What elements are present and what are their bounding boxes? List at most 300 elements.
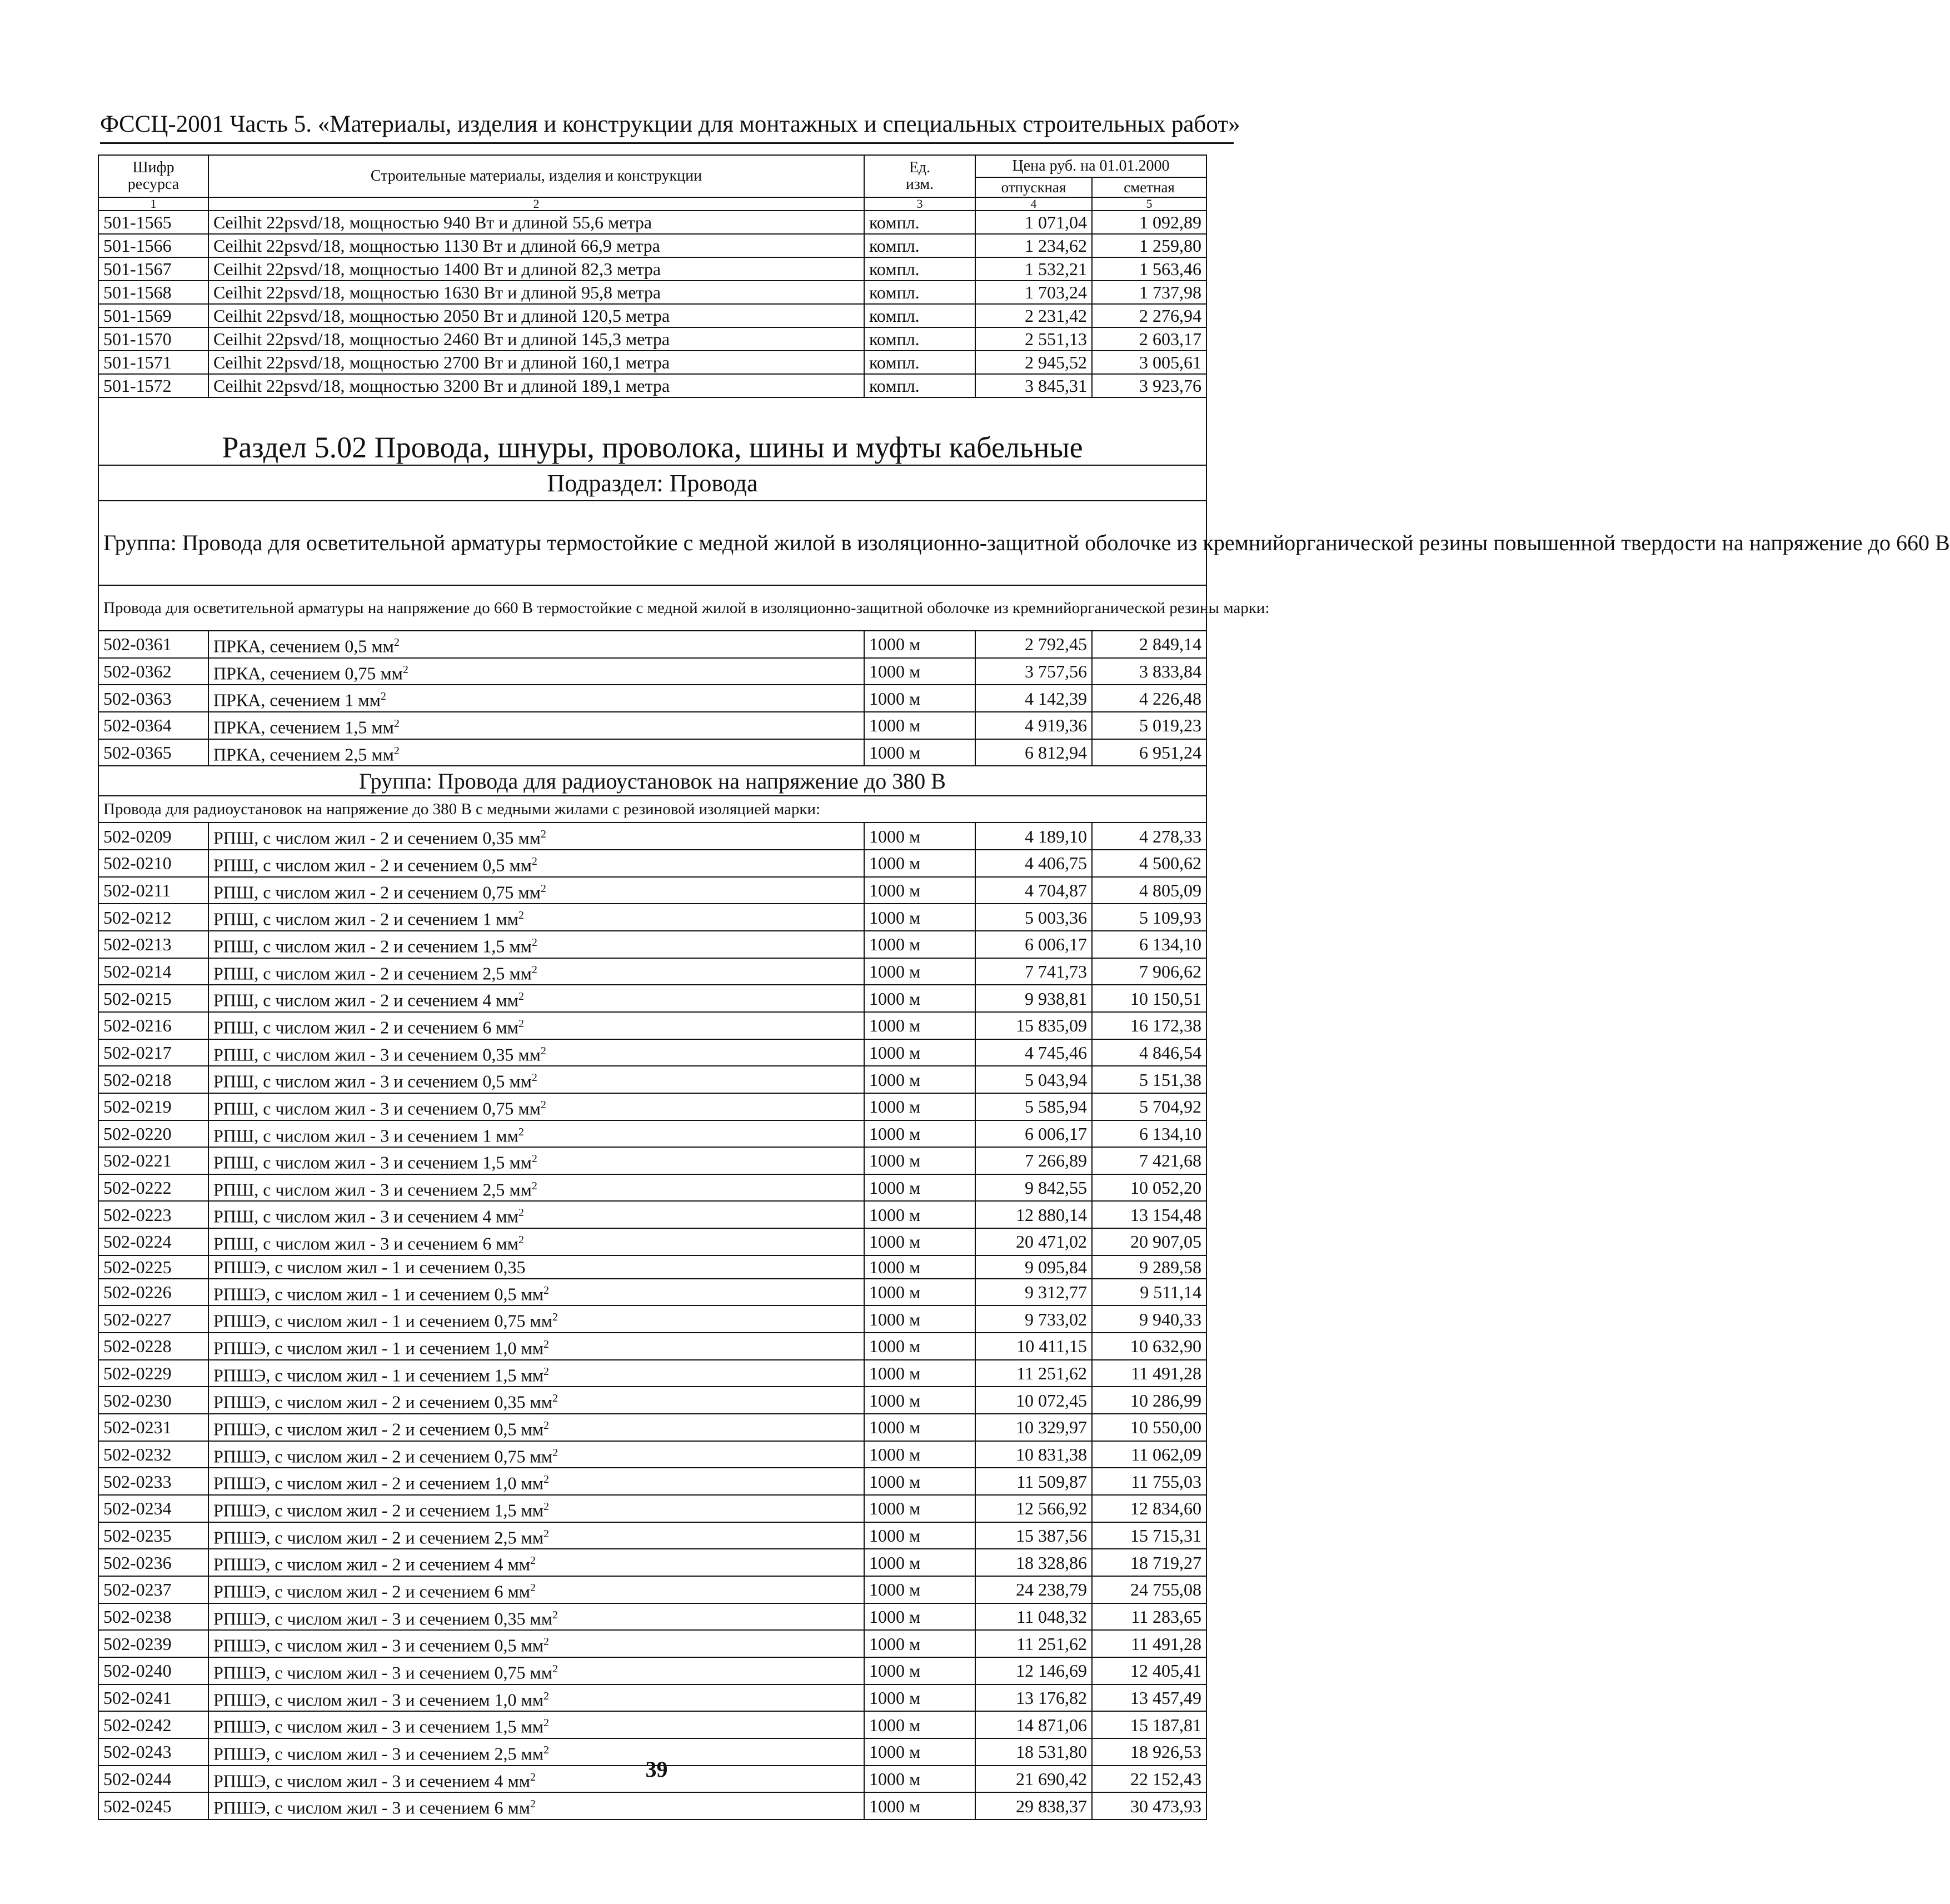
superscript: 2 <box>531 855 537 868</box>
header-estimate-price: сметная <box>1092 177 1206 197</box>
release-price-text: 14 871,06 <box>1016 1714 1087 1735</box>
resource-code-text: 502-0230 <box>103 1390 172 1410</box>
superscript: 2 <box>393 636 400 649</box>
release-price-text: 21 690,42 <box>1016 1768 1087 1789</box>
estimate-price-text: 9 289,58 <box>1139 1257 1202 1277</box>
table-row <box>98 1414 1206 1441</box>
material-name <box>208 1441 864 1468</box>
superscript: 2 <box>552 1662 558 1675</box>
subsection-title: Подраздел: Провода <box>98 465 1206 501</box>
superscript: 2 <box>543 1365 550 1378</box>
unit-of-measure <box>864 1603 975 1631</box>
estimate-price-text: 4 500,62 <box>1139 853 1202 874</box>
resource-code-text: 502-0362 <box>103 661 172 681</box>
estimate-price <box>1092 1228 1206 1255</box>
resource-code <box>98 877 208 904</box>
material-name-text: РПШЭ, с числом жил - 2 и сечением 0,5 мм <box>213 1419 544 1439</box>
release-price-text: 18 328,86 <box>1016 1552 1087 1573</box>
material-name-text: РПШЭ, с числом жил - 1 и сечением 0,75 мм <box>213 1311 553 1332</box>
estimate-price-text: 4 805,09 <box>1139 880 1202 900</box>
estimate-price <box>1092 658 1206 685</box>
unit-of-measure <box>864 1684 975 1712</box>
release-price-text: 10 411,15 <box>1016 1336 1087 1357</box>
table-row <box>98 631 1206 658</box>
unit-of-measure <box>864 1495 975 1522</box>
resource-code-text: 502-0228 <box>103 1336 172 1357</box>
release-price <box>975 985 1092 1012</box>
release-price <box>975 1468 1092 1495</box>
material-name <box>208 1630 864 1657</box>
table-row <box>98 1657 1206 1684</box>
superscript: 2 <box>540 1098 546 1111</box>
estimate-price <box>1092 1576 1206 1603</box>
unit-of-measure-text: 1000 м <box>869 1471 921 1492</box>
material-name-text: РПШ, с числом жил - 2 и сечением 2,5 мм <box>213 963 532 984</box>
release-price-text: 4 406,75 <box>1025 853 1087 874</box>
material-name-text: РПШ, с числом жил - 2 и сечением 0,75 мм <box>213 882 541 903</box>
resource-code <box>98 234 208 257</box>
release-price <box>975 351 1092 374</box>
release-price <box>975 1549 1092 1576</box>
estimate-price-text: 6 951,24 <box>1139 742 1202 762</box>
material-name <box>208 1228 864 1255</box>
unit-of-measure-text: 1000 м <box>869 934 921 955</box>
release-price <box>975 1684 1092 1712</box>
material-name-text: ПРКА, сечением 2,5 мм <box>213 744 394 765</box>
estimate-price <box>1092 374 1206 397</box>
material-name <box>208 1279 864 1306</box>
superscript: 2 <box>518 909 524 922</box>
release-price <box>975 850 1092 877</box>
table-row <box>98 1360 1206 1387</box>
estimate-price-text: 3 833,84 <box>1139 661 1202 681</box>
resource-code-text: 502-0220 <box>103 1123 172 1144</box>
table-row <box>98 1066 1206 1093</box>
release-price <box>975 1414 1092 1441</box>
release-price <box>975 877 1092 904</box>
resource-code <box>98 281 208 304</box>
material-name-text: РПШЭ, с числом жил - 3 и сечением 0,75 мм <box>213 1662 553 1683</box>
superscript: 2 <box>540 828 546 841</box>
resource-code <box>98 1333 208 1360</box>
unit-of-measure <box>864 1147 975 1174</box>
superscript: 2 <box>531 936 537 949</box>
estimate-price <box>1092 1468 1206 1495</box>
material-name-text: ПРКА, сечением 0,5 мм <box>213 636 394 656</box>
resource-code-text: 502-0237 <box>103 1579 172 1600</box>
release-price-text: 4 189,10 <box>1025 826 1087 846</box>
table-row <box>98 1305 1206 1333</box>
unit-of-measure-text: 1000 м <box>869 907 921 928</box>
estimate-price <box>1092 1279 1206 1306</box>
release-price-text: 29 838,37 <box>1016 1796 1087 1816</box>
unit-of-measure-text: 1000 м <box>869 1498 921 1519</box>
material-name-text: РПШЭ, с числом жил - 2 и сечением 1,5 мм <box>213 1500 544 1521</box>
unit-of-measure-text: компл. <box>869 352 920 372</box>
unit-of-measure-text: 1000 м <box>869 1444 921 1465</box>
unit-of-measure-text: 1000 м <box>869 1123 921 1144</box>
unit-of-measure-text: 1000 м <box>869 1687 921 1708</box>
unit-of-measure <box>864 1414 975 1441</box>
release-price-text: 11 251,62 <box>1016 1633 1087 1654</box>
release-price-text: 11 048,32 <box>1016 1606 1087 1627</box>
release-price <box>975 1120 1092 1148</box>
estimate-price-text: 2 849,14 <box>1139 634 1202 655</box>
page-number: 39 <box>645 1757 668 1782</box>
unit-of-measure <box>864 1630 975 1657</box>
release-price <box>975 281 1092 304</box>
resource-code <box>98 1279 208 1306</box>
unit-of-measure-text: 1000 м <box>869 1178 921 1198</box>
unit-of-measure-text: 1000 м <box>869 1417 921 1438</box>
resource-code <box>98 931 208 958</box>
table-row <box>98 1255 1206 1279</box>
material-name-text: РПШЭ, с числом жил - 3 и сечением 6 мм <box>213 1797 531 1818</box>
estimate-price <box>1092 1414 1206 1441</box>
unit-of-measure <box>864 1792 975 1820</box>
resource-code-text: 502-0245 <box>103 1796 172 1816</box>
table-row <box>98 257 1206 281</box>
price-table <box>98 154 1950 1820</box>
unit-of-measure <box>864 1387 975 1414</box>
unit-of-measure-text: 1000 м <box>869 1633 921 1654</box>
release-price <box>975 1387 1092 1414</box>
superscript: 2 <box>543 1636 550 1648</box>
superscript: 2 <box>530 1771 536 1783</box>
resource-code <box>98 1603 208 1631</box>
release-price <box>975 958 1092 985</box>
table-row <box>98 1711 1206 1738</box>
release-price-text: 5 003,36 <box>1025 907 1087 928</box>
material-name-text: ПРКА, сечением 1,5 мм <box>213 717 394 737</box>
release-price-text: 2 231,42 <box>1025 306 1087 326</box>
material-name-text: РПШЭ, с числом жил - 1 и сечением 0,5 мм <box>213 1284 544 1304</box>
unit-of-measure-text: 1000 м <box>869 1526 921 1546</box>
material-name <box>208 1792 864 1820</box>
release-price-text: 1 071,04 <box>1025 212 1087 232</box>
superscript: 2 <box>530 1554 536 1567</box>
release-price <box>975 658 1092 685</box>
resource-code-text: 501-1567 <box>103 259 172 279</box>
resource-code-text: 501-1571 <box>103 352 172 372</box>
unit-of-measure-text: компл. <box>869 212 920 232</box>
estimate-price-text: 20 907,05 <box>1130 1232 1202 1252</box>
release-price-text: 20 471,02 <box>1016 1232 1087 1252</box>
table-row <box>98 1603 1206 1631</box>
unit-of-measure <box>864 1333 975 1360</box>
release-price-text: 9 095,84 <box>1025 1257 1087 1277</box>
release-price <box>975 211 1092 234</box>
release-price-text: 7 741,73 <box>1025 961 1087 981</box>
resource-code <box>98 1228 208 1255</box>
unit-of-measure-text: 1000 м <box>869 1257 921 1277</box>
resource-code-text: 501-1569 <box>103 306 172 326</box>
table-row <box>98 958 1206 985</box>
resource-code <box>98 1093 208 1120</box>
release-price-text: 9 938,81 <box>1025 988 1087 1009</box>
resource-code-text: 502-0240 <box>103 1661 172 1681</box>
resource-code <box>98 351 208 374</box>
release-price <box>975 1201 1092 1228</box>
superscript: 2 <box>543 1743 550 1756</box>
material-name-text: РПШ, с числом жил - 3 и сечением 0,35 мм <box>213 1044 541 1065</box>
material-name <box>208 1174 864 1202</box>
estimate-price <box>1092 931 1206 958</box>
estimate-price-text: 2 603,17 <box>1139 329 1202 349</box>
release-price <box>975 631 1092 658</box>
superscript: 2 <box>531 1179 537 1192</box>
unit-of-measure <box>864 234 975 257</box>
resource-code-text: 501-1566 <box>103 236 172 256</box>
table-row <box>98 823 1206 850</box>
resource-code-text: 502-0211 <box>103 880 171 900</box>
release-price-text: 3 845,31 <box>1025 376 1087 396</box>
estimate-price-text: 10 632,90 <box>1130 1336 1202 1357</box>
unit-of-measure <box>864 1066 975 1093</box>
resource-code-text: 501-1568 <box>103 282 172 302</box>
release-price-text: 5 585,94 <box>1025 1096 1087 1117</box>
estimate-price-text: 18 926,53 <box>1130 1742 1202 1762</box>
release-price-text: 5 043,94 <box>1025 1069 1087 1090</box>
material-name-text: Ceilhit 22psvd/18, мощностью 1400 Вт и длиной 82,3 метра <box>213 259 661 279</box>
header-name: Строительные материалы, изделия и конструкции <box>208 155 864 197</box>
resource-code-text: 502-0238 <box>103 1606 172 1627</box>
estimate-price-text: 12 834,60 <box>1130 1498 1202 1519</box>
estimate-price-text: 11 491,28 <box>1131 1633 1202 1654</box>
material-name-text: РПШЭ, с числом жил - 3 и сечением 0,5 мм <box>213 1635 544 1656</box>
resource-code <box>98 257 208 281</box>
estimate-price-text: 1 737,98 <box>1139 282 1202 302</box>
release-price <box>975 234 1092 257</box>
material-name-text: РПШ, с числом жил - 2 и сечением 6 мм <box>213 1017 518 1038</box>
unit-of-measure <box>864 1360 975 1387</box>
unit-of-measure <box>864 1201 975 1228</box>
material-name-text: РПШ, с числом жил - 3 и сечением 0,5 мм <box>213 1071 532 1091</box>
superscript: 2 <box>393 744 400 757</box>
estimate-price <box>1092 1012 1206 1039</box>
material-name <box>208 1093 864 1120</box>
release-price-text: 4 919,36 <box>1025 715 1087 736</box>
resource-code <box>98 1201 208 1228</box>
release-price <box>975 1147 1092 1174</box>
resource-code-text: 502-0215 <box>103 988 172 1009</box>
unit-of-measure-text: компл. <box>869 329 920 349</box>
estimate-price <box>1092 1066 1206 1093</box>
material-name <box>208 1201 864 1228</box>
superscript: 2 <box>552 1392 558 1405</box>
resource-code <box>98 1120 208 1148</box>
release-price <box>975 1279 1092 1306</box>
material-name <box>208 1387 864 1414</box>
resource-code-text: 502-0213 <box>103 934 172 955</box>
unit-of-measure <box>864 1468 975 1495</box>
resource-code-text: 502-0216 <box>103 1015 172 1036</box>
material-name-text: ПРКА, сечением 0,75 мм <box>213 663 403 684</box>
table-row <box>98 685 1206 712</box>
table-row <box>98 1147 1206 1174</box>
material-name <box>208 1603 864 1631</box>
resource-code <box>98 739 208 766</box>
header-price: Цена руб. на 01.01.2000 <box>975 155 1206 177</box>
material-name-text: РПШ, с числом жил - 3 и сечением 1,5 мм <box>213 1152 532 1173</box>
unit-of-measure <box>864 257 975 281</box>
rows-group-1 <box>98 631 1206 766</box>
material-name-text: Ceilhit 22psvd/18, мощностью 3200 Вт и длиной 189,1 метра <box>213 376 670 396</box>
table-row <box>98 1039 1206 1066</box>
resource-code <box>98 1066 208 1093</box>
release-price <box>975 1333 1092 1360</box>
material-name <box>208 931 864 958</box>
material-name <box>208 1495 864 1522</box>
superscript: 2 <box>518 1234 524 1247</box>
table-row <box>98 1630 1206 1657</box>
estimate-price <box>1092 1360 1206 1387</box>
unit-of-measure-text: компл. <box>869 282 920 302</box>
material-name <box>208 823 864 850</box>
material-name <box>208 281 864 304</box>
resource-code-text: 502-0214 <box>103 961 172 981</box>
material-name-text: РПШЭ, с числом жил - 2 и сечением 0,75 мм <box>213 1446 553 1467</box>
table-row <box>98 1120 1206 1148</box>
unit-of-measure-text: 1000 м <box>869 880 921 900</box>
release-price <box>975 1305 1092 1333</box>
estimate-price-text: 16 172,38 <box>1130 1015 1202 1036</box>
estimate-price-text: 1 259,80 <box>1139 236 1202 256</box>
release-price-text: 6 812,94 <box>1025 742 1087 762</box>
superscript: 2 <box>552 1311 558 1324</box>
unit-of-measure-text: 1000 м <box>869 1363 921 1384</box>
resource-code-text: 502-0361 <box>103 634 172 655</box>
material-name-text: РПШЭ, с числом жил - 2 и сечением 0,35 мм <box>213 1392 553 1413</box>
table-row <box>98 1333 1206 1360</box>
group-description: Провода для радиоустановок на напряжение до 380 В с медными жилами с резиновой изоляцией марки: <box>98 796 1206 823</box>
unit-of-measure-text: 1000 м <box>869 661 921 681</box>
material-name <box>208 374 864 397</box>
unit-of-measure <box>864 1279 975 1306</box>
table-row <box>98 985 1206 1012</box>
superscript: 2 <box>543 1501 550 1513</box>
table-row <box>98 1468 1206 1495</box>
estimate-price-text: 15 715,31 <box>1130 1526 1202 1546</box>
unit-of-measure <box>864 1120 975 1148</box>
unit-of-measure-text: 1000 м <box>869 1579 921 1600</box>
resource-code <box>98 1387 208 1414</box>
unit-of-measure <box>864 739 975 766</box>
unit-of-measure <box>864 1522 975 1549</box>
estimate-price-text: 5 704,92 <box>1139 1096 1202 1117</box>
table-row <box>98 1792 1206 1820</box>
superscript: 2 <box>543 1338 550 1351</box>
table-row <box>98 712 1206 739</box>
superscript: 2 <box>543 1689 550 1702</box>
unit-of-measure-text: 1000 м <box>869 853 921 874</box>
resource-code-text: 502-0241 <box>103 1687 172 1708</box>
superscript: 2 <box>543 1419 550 1432</box>
material-name-text: РПШЭ, с числом жил - 1 и сечением 1,0 мм <box>213 1338 544 1358</box>
table-row <box>98 1549 1206 1576</box>
material-name <box>208 257 864 281</box>
column-numbers-row <box>98 197 1206 211</box>
unit-of-measure <box>864 985 975 1012</box>
group-title: Группа: Провода для осветительной арматуры термостойкие с медной жилой в изоляционно-защитной оболочке из кремнийорганической резины повышенной твердости на напряжение до 660 В <box>98 501 1206 585</box>
resource-code-text: 502-0225 <box>103 1257 172 1277</box>
superscript: 2 <box>552 1446 558 1459</box>
estimate-price-text: 6 134,10 <box>1139 934 1202 955</box>
estimate-price <box>1092 1549 1206 1576</box>
estimate-price <box>1092 1387 1206 1414</box>
unit-of-measure-text: 1000 м <box>869 961 921 981</box>
estimate-price <box>1092 739 1206 766</box>
table-row <box>98 931 1206 958</box>
table-row <box>98 1012 1206 1039</box>
unit-of-measure-text: 1000 м <box>869 1015 921 1036</box>
estimate-price <box>1092 712 1206 739</box>
estimate-price-text: 4 846,54 <box>1139 1042 1202 1063</box>
material-name <box>208 877 864 904</box>
unit-of-measure <box>864 304 975 327</box>
resource-code-text: 502-0243 <box>103 1742 172 1762</box>
resource-code <box>98 1174 208 1202</box>
estimate-price-text: 7 421,68 <box>1139 1150 1202 1171</box>
table-row <box>98 877 1206 904</box>
unit-of-measure <box>864 1657 975 1684</box>
material-name-text: РПШЭ, с числом жил - 3 и сечением 1,5 мм <box>213 1716 544 1737</box>
resource-code-text: 502-0364 <box>103 715 172 736</box>
resource-code-text: 501-1570 <box>103 329 172 349</box>
material-name <box>208 234 864 257</box>
release-price-text: 10 072,45 <box>1016 1390 1087 1410</box>
resource-code-text: 502-0244 <box>103 1768 172 1789</box>
unit-of-measure <box>864 685 975 712</box>
release-price-text: 10 831,38 <box>1016 1444 1087 1465</box>
unit-of-measure-text: 1000 м <box>869 1204 921 1225</box>
unit-of-measure-text: 1000 м <box>869 1606 921 1627</box>
estimate-price-text: 13 457,49 <box>1130 1687 1202 1708</box>
table-row <box>98 211 1206 234</box>
material-name <box>208 712 864 739</box>
release-price <box>975 304 1092 327</box>
rows-group-2 <box>98 823 1206 1820</box>
table-row <box>98 904 1206 931</box>
estimate-price-text: 4 226,48 <box>1139 688 1202 709</box>
material-name-text: РПШ, с числом жил - 2 и сечением 1,5 мм <box>213 936 532 956</box>
resource-code <box>98 1495 208 1522</box>
release-price <box>975 1657 1092 1684</box>
table-row <box>98 850 1206 877</box>
material-name-text: РПШЭ, с числом жил - 1 и сечением 0,35 <box>213 1257 526 1277</box>
resource-code-text: 502-0221 <box>103 1150 172 1171</box>
estimate-price-text: 10 052,20 <box>1130 1178 1202 1198</box>
release-price <box>975 257 1092 281</box>
release-price <box>975 904 1092 931</box>
estimate-price <box>1092 1174 1206 1202</box>
superscript: 2 <box>531 1153 537 1165</box>
resource-code-text: 502-0232 <box>103 1444 172 1465</box>
unit-of-measure <box>864 931 975 958</box>
material-name-text: РПШ, с числом жил - 2 и сечением 0,35 мм <box>213 828 541 848</box>
unit-of-measure-text: 1000 м <box>869 1768 921 1789</box>
estimate-price <box>1092 234 1206 257</box>
unit-of-measure <box>864 712 975 739</box>
superscript: 2 <box>402 663 408 676</box>
material-name-text: РПШ, с числом жил - 3 и сечением 0,75 мм <box>213 1098 541 1119</box>
release-price-text: 12 566,92 <box>1016 1498 1087 1519</box>
unit-of-measure <box>864 631 975 658</box>
material-name <box>208 904 864 931</box>
unit-of-measure <box>864 850 975 877</box>
unit-of-measure <box>864 904 975 931</box>
estimate-price <box>1092 904 1206 931</box>
